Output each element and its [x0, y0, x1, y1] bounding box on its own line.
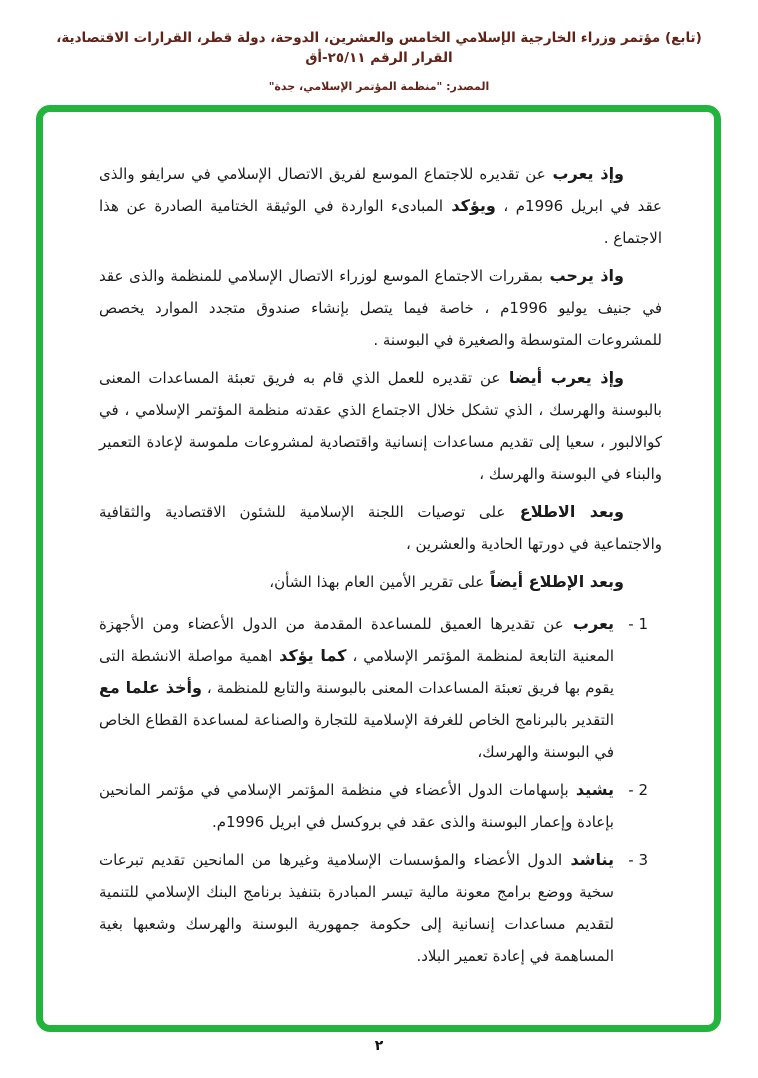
bold-phrase: يشيد [568, 780, 614, 799]
bold-phrase: يعرب [563, 614, 615, 633]
paragraph [99, 496, 662, 560]
list-item-text [99, 608, 614, 768]
paragraph [99, 566, 662, 598]
list-item [99, 774, 662, 838]
page-number: ٢ [374, 1038, 384, 1054]
bold-phrase: يناشد [562, 850, 615, 869]
text-run: على تقرير الأمين العام بهذا الشأن، [269, 573, 485, 591]
bold-phrase: كما يؤكد [272, 646, 347, 665]
text-run: بإسهامات الدول الأعضاء في منظمة المؤتمر الإسلامي في مؤتمر المانحين بإعادة وإعمار البوسنة والذى عقد في بروكسل في ابريل 1996م. [99, 781, 614, 831]
bold-phrase: وأخذ علما مع [99, 678, 202, 697]
list-item-number: 3 - [628, 851, 648, 869]
bold-phrase: ويؤكد [443, 196, 496, 215]
bold-phrase: واذ يرحب [542, 266, 624, 285]
list-item [99, 608, 662, 768]
document-header [0, 28, 758, 93]
list-item-number: 1 - [628, 615, 648, 633]
bold-phrase: وبعد الاطلاع [505, 502, 624, 521]
document-content [43, 112, 714, 972]
text-run: المبادىء الواردة في الوثيقة الختامية الصادرة عن هذا الاجتماع . [99, 197, 662, 247]
paragraph [99, 158, 662, 254]
numbered-list [99, 608, 662, 972]
text-run: عن تقديره للاجتماع الموسع لفريق الاتصال الإسلامي في سرايفو والذى عقد في ابريل 1996م ، [99, 165, 663, 215]
header-source-line: المصدر: "منظمة المؤتمر الإسلامي، جدة" [268, 80, 490, 93]
text-run: بمقررات الاجتماع الموسع لوزراء الاتصال الإسلامي للمنظمة والذى عقد في جنيف يوليو 1996م ، خاصة فيما يتصل بإنشاء صندوق متجدد الموارد يخصص للمشروعات المتوسطة والصغيرة في البوسنة . [99, 267, 662, 349]
text-run: عن تقديرها العميق للمساعدة المقدمة من الدول الأعضاء ومن الأجهزة المعنية التابعة لمنظمة المؤتمر الإسلامي ، [99, 615, 615, 665]
text-run: على توصيات اللجنة الإسلامية للشئون الاقتصادية والثقافية والاجتماعية في دورتها الحادية والعشرين ، [99, 503, 662, 553]
bold-phrase: وإذ يعرب أيضا [500, 368, 625, 387]
green-border-frame [36, 105, 721, 1032]
paragraph [99, 260, 662, 356]
header-title-line: (تابع) مؤتمر وزراء الخارجية الإسلامي الخامس والعشرين، الدوحة، دولة قطر، القرارات الاقتصادية، القرار الرقم ٢٥/١١-أق [56, 30, 702, 66]
text-run: التقدير بالبرنامج الخاص للغرفة الإسلامية للتجارة والصناعة لمساعدة القطاع الخاص في البوسنة والهرسك، [99, 711, 614, 761]
bold-phrase: وبعد الإطلاع أيضاً [484, 572, 624, 591]
list-item-text [99, 774, 614, 838]
bold-phrase: وإذ يعرب [545, 164, 625, 183]
list-item-text [99, 844, 614, 972]
list-item [99, 844, 662, 972]
text-run: عن تقديره للعمل الذي قام به فريق تعبئة المساعدات المعنى بالبوسنة والهرسك ، الذي تشكل خلال الاجتماع الذي عقدته منظمة المؤتمر الإسلامي ، في كوالالبور ، سعيا إلى تقديم مساعدات إنسانية واقتصادية لمشروعات ملموسة لإعادة التعمير والبناء في البوسنة والهرسك ، [99, 369, 662, 483]
paragraph [99, 362, 662, 490]
text-run: الدول الأعضاء والمؤسسات الإسلامية وغيرها من المانحين تقديم تبرعات سخية ووضع برامج معونة مالية تيسر المبادرة بتنفيذ برنامج البنك الإسلامي للتنمية لتقديم مساعدات إنسانية إلى حكومة جمهورية البوسنة والهرسك وشعبها بغية المساهمة في إعادة تعمير البلاد. [99, 851, 614, 965]
text-run: اهمية مواصلة الانشطة التى يقوم بها فريق تعبئة المساعدات المعنى بالبوسنة والتابع للمنظمة ، [99, 647, 615, 697]
list-item-number: 2 - [628, 781, 648, 799]
